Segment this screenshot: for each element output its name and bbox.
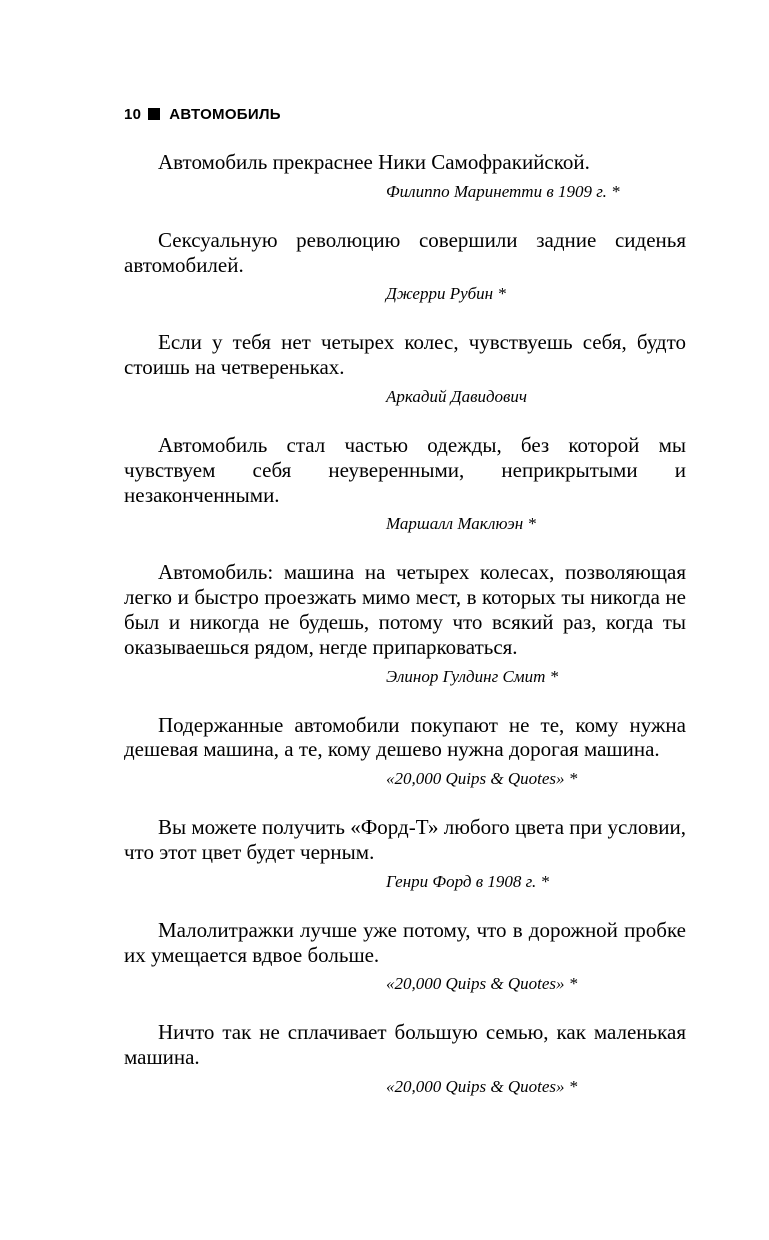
quote-text: Подержанные автомобили покупают не те, кому нужна дешевая машина, а те, кому дешево нужна дорогая машина.	[124, 712, 686, 762]
running-header	[124, 104, 686, 124]
quote-author: Элинор Гулдинг Смит *	[386, 666, 559, 686]
quote-author: Филиппо Маринетти в 1909 г. *	[386, 181, 620, 201]
quote-block	[124, 560, 686, 686]
quote-text: Если у тебя нет четырех колес, чувствуешь себя, будто стоишь на четвереньках.	[124, 330, 686, 380]
quote-author: «20,000 Quips & Quotes» *	[386, 1076, 578, 1096]
quote-text: Ничто так не сплачивает большую семью, как маленькая машина.	[124, 1020, 686, 1070]
quote-text: Малолитражки лучше уже потому, что в дорожной пробке их умещается вдвое больше.	[124, 917, 686, 967]
square-bullet-icon	[148, 108, 160, 120]
quote-text: Вы можете получить «Форд-Т» любого цвета при условии, что этот цвет будет черным.	[124, 815, 686, 864]
quote-block	[124, 918, 686, 995]
quote-block	[124, 815, 686, 892]
quote-text: Сексуальную революцию совершили задние сиденья автомобилей.	[124, 227, 686, 277]
book-page	[124, 104, 686, 1097]
quote-author: «20,000 Quips & Quotes» *	[386, 974, 578, 994]
quote-text: Автомобиль прекраснее Ники Самофракийской.	[158, 150, 590, 174]
quote-author: Маршалл Маклюэн *	[386, 514, 536, 534]
chapter-title: АВТОМОБИЛЬ	[169, 105, 281, 123]
quote-block	[124, 228, 686, 305]
quote-block	[124, 1020, 686, 1097]
quote-block	[124, 150, 686, 202]
quote-block	[124, 713, 686, 790]
quote-block	[124, 330, 686, 407]
quote-author: Генри Форд в 1908 г. *	[386, 871, 549, 891]
quote-text: Автомобиль: машина на четырех колесах, позволяющая легко и быстро проезжать мимо мест, в которых ты никогда не был и никогда не будешь, потому что всякий раз, когда ты оказываешься рядом, негде припарковаться.	[124, 560, 686, 659]
quote-author: «20,000 Quips & Quotes» *	[386, 769, 578, 789]
quote-text: Автомобиль стал частью одежды, без которой мы чувствуем себя неуверенными, неприкрытыми и незаконченными.	[124, 432, 686, 507]
quote-block	[124, 433, 686, 534]
quote-author: Аркадий Давидович	[386, 386, 528, 406]
page-number: 10	[124, 105, 142, 123]
quote-author: Джерри Рубин *	[386, 284, 506, 304]
